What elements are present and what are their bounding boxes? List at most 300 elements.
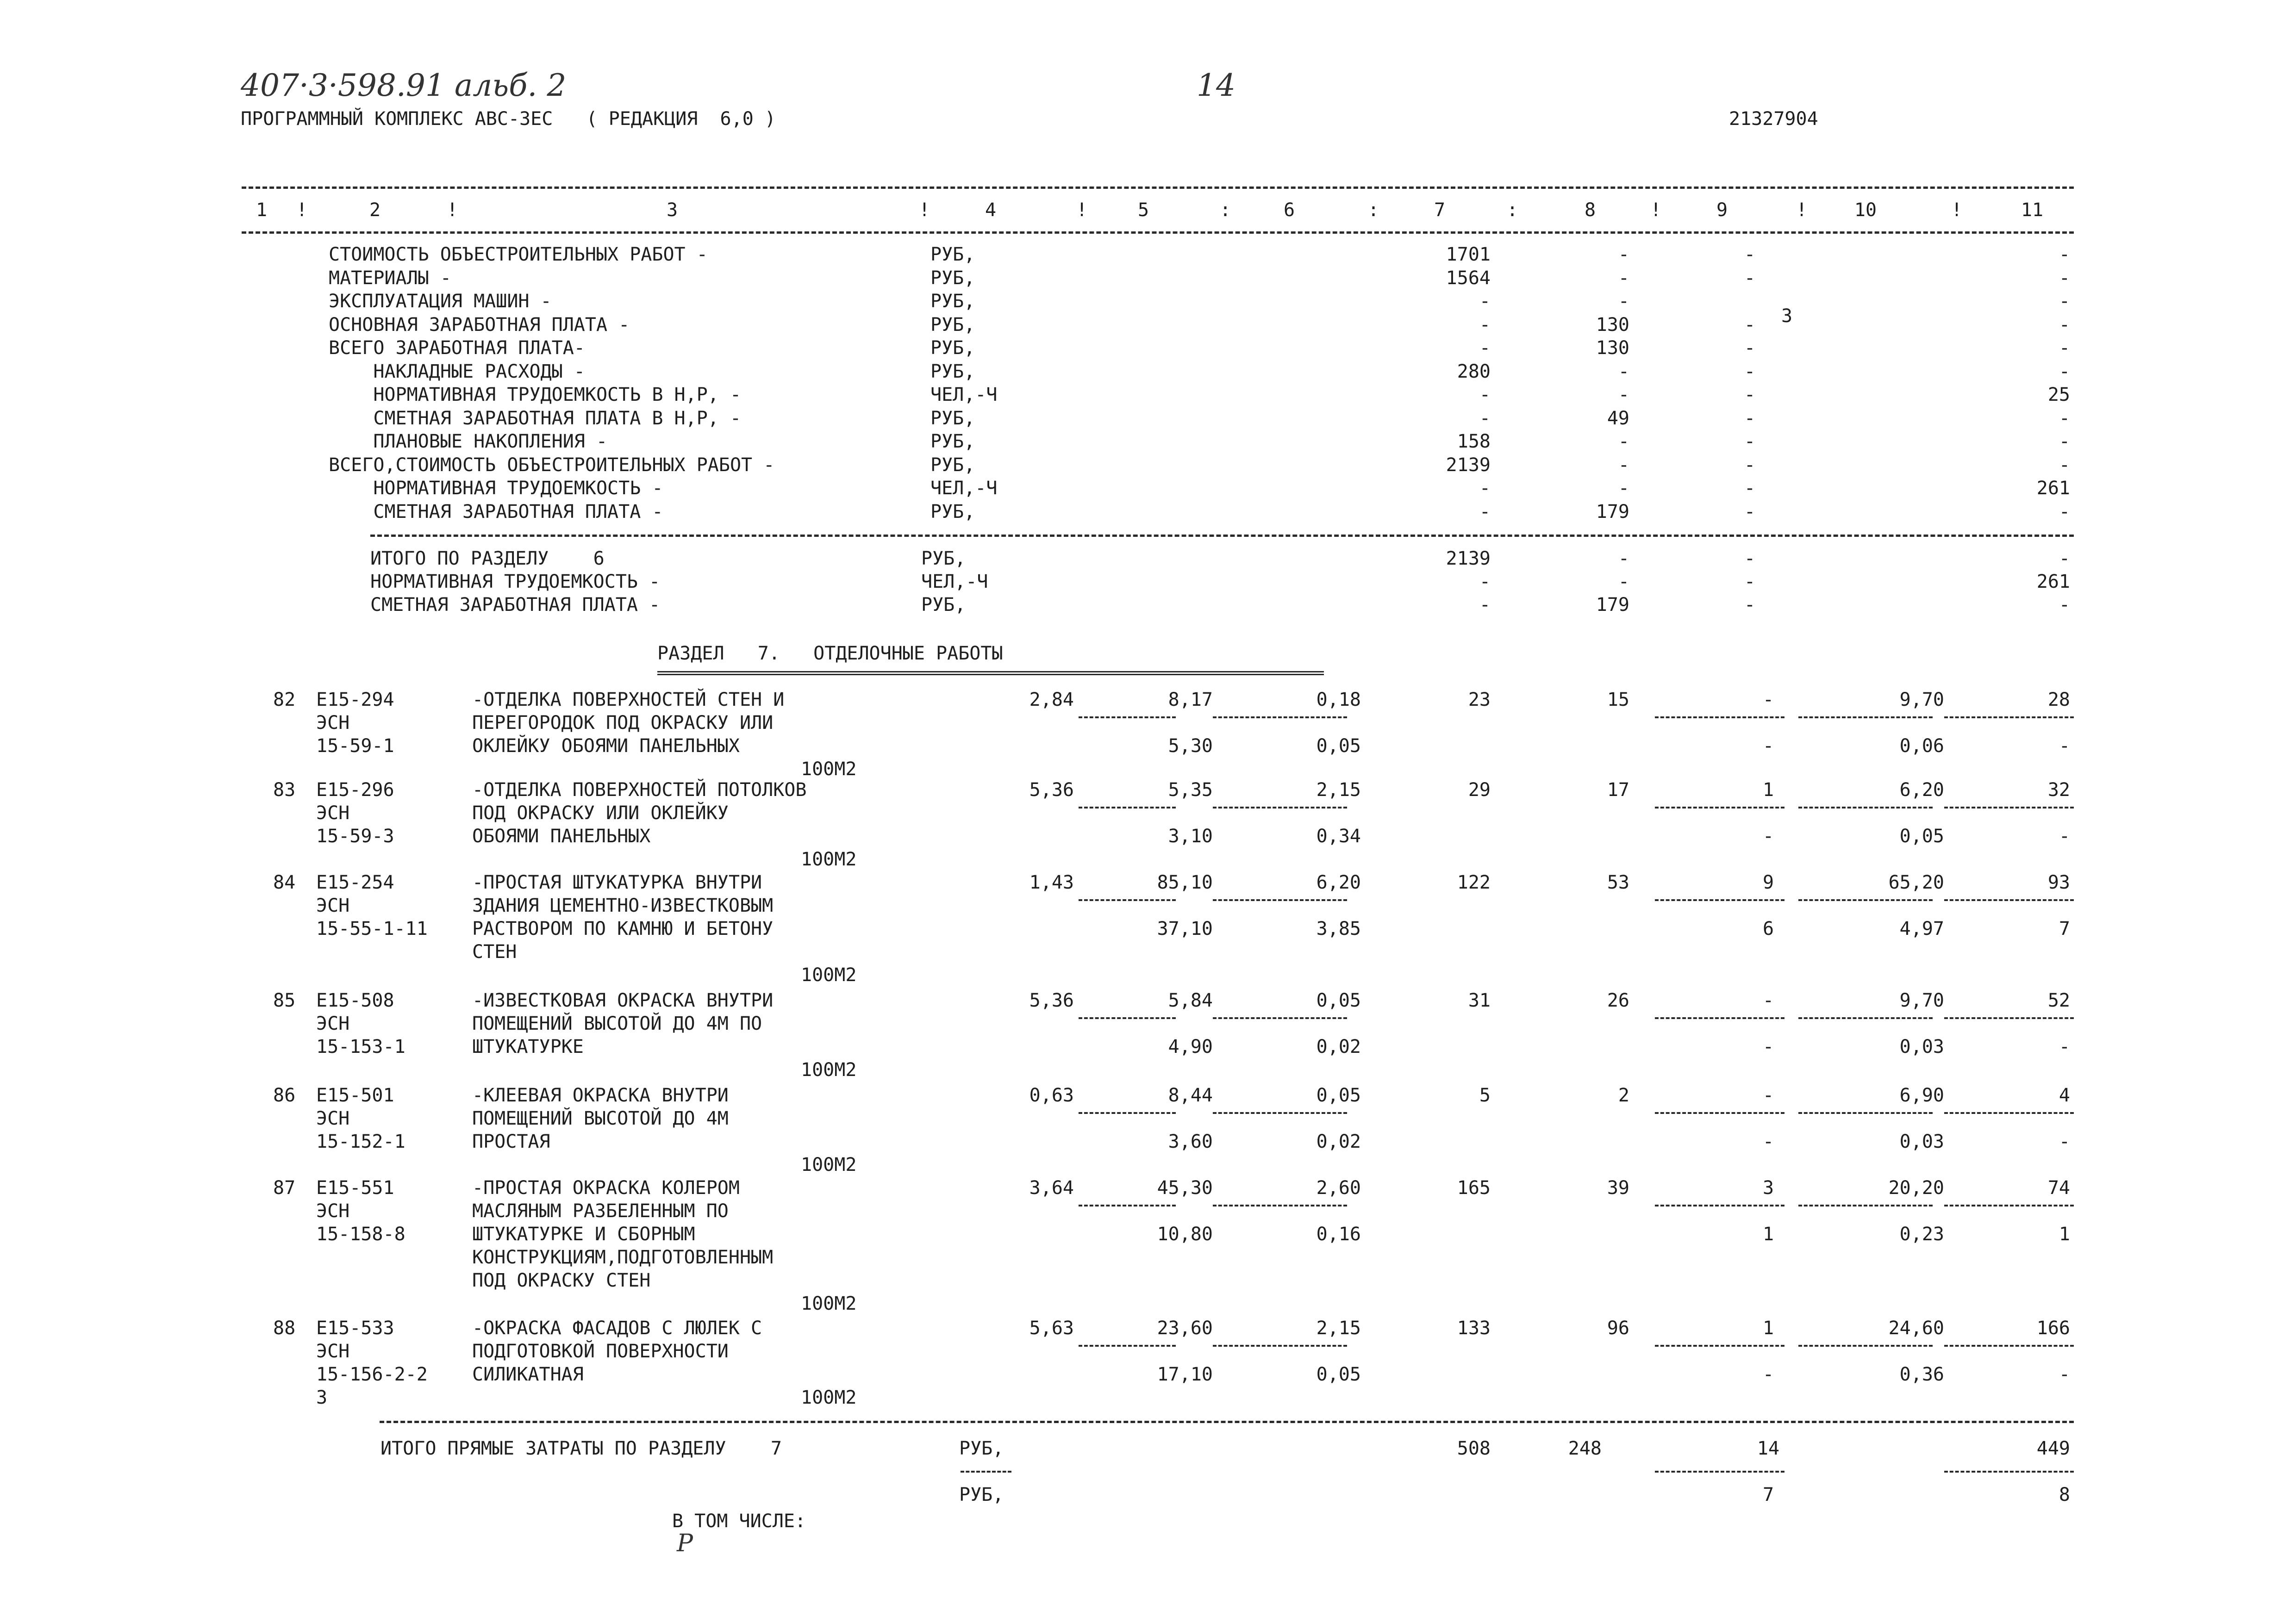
item-c11: 166	[2036, 1318, 2070, 1339]
item-divider	[1798, 716, 1933, 718]
item-description: ПОД ОКРАСКУ СТЕН	[472, 1270, 651, 1291]
item-c11: 4	[2059, 1085, 2070, 1106]
item-c6-wage: 0,34	[1316, 826, 1361, 847]
item-code: Е15-501	[316, 1085, 394, 1106]
handwritten-mark: Р	[677, 1530, 693, 1557]
summary-c7: -	[1479, 384, 1491, 405]
summary-c11: -	[2059, 244, 2070, 265]
document-number: 21327904	[1729, 108, 1818, 130]
summary-c11: -	[2059, 337, 2070, 359]
summary-label: ПЛАНОВЫЕ НАКОПЛЕНИЯ -	[329, 431, 608, 452]
summary-c9: -	[1744, 384, 1756, 405]
summary-c8: -	[1618, 431, 1629, 452]
item-c11-wage: -	[2059, 826, 2070, 847]
item-code: 15-153-1	[316, 1036, 406, 1057]
item-code: 15-152-1	[316, 1131, 406, 1152]
section-7-underline	[657, 671, 1324, 675]
item-quantity: 1,43	[1029, 872, 1074, 893]
footer-top-rule	[380, 1421, 2074, 1423]
item-code: ЭСН	[316, 712, 350, 734]
item-c9: 9	[1762, 872, 1774, 893]
item-divider	[1798, 1017, 1933, 1019]
page-number: 14	[1197, 68, 1235, 103]
item-quantity: 5,36	[1029, 779, 1074, 801]
item-c10: 9,70	[1899, 689, 1944, 710]
total-c8: -	[1618, 548, 1629, 569]
summary-c11: 25	[2047, 384, 2070, 405]
summary-c11: 261	[2036, 478, 2070, 499]
item-description: ПРОСТАЯ	[472, 1131, 550, 1152]
summary-c8: -	[1618, 244, 1629, 265]
item-c6-total: 0,05	[1316, 990, 1361, 1011]
item-description: РАСТВОРОМ ПО КАМНЮ И БЕТОНУ	[472, 918, 774, 939]
item-c9: -	[1762, 990, 1774, 1011]
summary-unit: ЧЕЛ,-Ч	[930, 384, 998, 405]
summary-c8: -	[1618, 384, 1629, 405]
item-c6-wage: 0,16	[1316, 1224, 1361, 1245]
item-unit: 100М2	[801, 849, 857, 870]
item-unit: 100М2	[801, 964, 857, 986]
item-c5-total: 8,17	[1168, 689, 1213, 710]
item-number: 85	[273, 990, 296, 1011]
item-c9-wage: 1	[1762, 1224, 1774, 1245]
item-c11-wage: 7	[2059, 918, 2070, 939]
summary-label: НАКЛАДНЫЕ РАСХОДЫ -	[329, 361, 585, 382]
item-divider	[1944, 1345, 2074, 1347]
summary-c9: -	[1744, 267, 1756, 289]
item-c11: 28	[2047, 689, 2070, 710]
item-description: -ОКРАСКА ФАСАДОВ С ЛЮЛЕК С	[472, 1318, 762, 1339]
summary-c11: -	[2059, 431, 2070, 452]
sub-c11: 8	[2059, 1484, 2070, 1505]
item-quantity: 2,84	[1029, 689, 1074, 710]
item-c5-wage: 10,80	[1157, 1224, 1213, 1245]
summary-c11: -	[2059, 501, 2070, 522]
summary-c8: 49	[1607, 408, 1629, 429]
summary-c8: 130	[1596, 314, 1629, 336]
column-number-2: 2	[369, 199, 381, 221]
summary-c11: -	[2059, 314, 2070, 336]
item-number: 83	[273, 779, 296, 801]
summary-c7: 1701	[1446, 244, 1491, 265]
item-c10: 6,90	[1899, 1085, 1944, 1106]
unit-underline	[961, 1471, 1011, 1473]
item-divider	[1944, 807, 2074, 808]
item-c10-wage: 0,06	[1899, 735, 1944, 757]
item-c11: 74	[2047, 1177, 2070, 1199]
item-c10: 65,20	[1888, 872, 1944, 893]
item-c5-total: 5,84	[1168, 990, 1213, 1011]
item-divider	[1213, 716, 1347, 718]
item-divider	[1944, 1205, 2074, 1206]
item-code: Е15-508	[316, 990, 394, 1011]
item-c9-wage: -	[1762, 1036, 1774, 1057]
column-separator: !	[296, 199, 308, 221]
item-unit: 100М2	[801, 1293, 857, 1314]
summary-c7: 2139	[1446, 454, 1491, 476]
item-divider	[1798, 807, 1933, 808]
item-divider	[1798, 899, 1933, 901]
column-number-11: 11	[2021, 199, 2044, 221]
item-description: ПОМЕЩЕНИЙ ВЫСОТОЙ ДО 4М	[472, 1108, 729, 1129]
item-code: ЭСН	[316, 1200, 350, 1222]
total-c11: 449	[2036, 1438, 2070, 1459]
total-c9: -	[1744, 571, 1756, 592]
summary-c9: -	[1744, 337, 1756, 359]
summary-unit: ЧЕЛ,-Ч	[930, 478, 998, 499]
item-c5-wage: 17,10	[1157, 1364, 1213, 1385]
item-divider	[1213, 1205, 1347, 1206]
sub-c9: 7	[1762, 1484, 1774, 1505]
total-c9: 14	[1757, 1438, 1780, 1459]
item-c8: 39	[1607, 1177, 1629, 1199]
item-number: 88	[273, 1318, 296, 1339]
summary-c9: -	[1744, 408, 1756, 429]
item-description: -ОТДЕЛКА ПОВЕРХНОСТЕЙ СТЕН И	[472, 689, 785, 710]
item-divider	[1655, 899, 1784, 901]
item-number: 86	[273, 1085, 296, 1106]
item-unit: 100М2	[801, 1154, 857, 1175]
section-6-rule	[370, 535, 2074, 537]
item-code: ЭСН	[316, 1013, 350, 1034]
summary-c11: -	[2059, 291, 2070, 312]
item-c9: 1	[1762, 1318, 1774, 1339]
item-code: Е15-551	[316, 1177, 394, 1199]
item-divider	[1655, 716, 1784, 718]
column-number-1: 1	[256, 199, 268, 221]
item-c11: 52	[2047, 990, 2070, 1011]
item-divider	[1079, 1205, 1176, 1206]
item-c11-wage: -	[2059, 1131, 2070, 1152]
item-c10: 6,20	[1899, 779, 1944, 801]
column-number-7: 7	[1434, 199, 1446, 221]
handwritten-code: 407·3·598.91 альб. 2	[241, 68, 567, 103]
item-divider	[1079, 1017, 1176, 1019]
summary-c7: -	[1479, 478, 1491, 499]
total-c7: 508	[1457, 1438, 1491, 1459]
item-c11-wage: -	[2059, 735, 2070, 757]
total-c8: 179	[1596, 594, 1629, 616]
item-description: ОБОЯМИ ПАНЕЛЬНЫХ	[472, 826, 651, 847]
item-c10-wage: 0,23	[1899, 1224, 1944, 1245]
summary-c8: -	[1618, 361, 1629, 382]
summary-label: ВСЕГО ЗАРАБОТНАЯ ПЛАТА-	[329, 337, 585, 359]
total-unit: ЧЕЛ,-Ч	[921, 571, 988, 592]
item-c8: 96	[1607, 1318, 1629, 1339]
item-divider	[1213, 1017, 1347, 1019]
summary-label: МАТЕРИАЛЫ -	[329, 267, 451, 289]
item-divider	[1655, 1017, 1784, 1019]
summary-c7: -	[1479, 314, 1491, 336]
total-c8: 248	[1568, 1438, 1602, 1459]
item-description: -ПРОСТАЯ ОКРАСКА КОЛЕРОМ	[472, 1177, 740, 1199]
column-separator: !	[447, 199, 458, 221]
item-c7: 165	[1457, 1177, 1491, 1199]
item-c6-total: 2,60	[1316, 1177, 1361, 1199]
item-c8: 53	[1607, 872, 1629, 893]
item-quantity: 3,64	[1029, 1177, 1074, 1199]
total-c8: -	[1618, 571, 1629, 592]
item-divider	[1079, 716, 1176, 718]
summary-c7: 1564	[1446, 267, 1491, 289]
total-c7: -	[1479, 594, 1491, 616]
item-c10-wage: 0,03	[1899, 1131, 1944, 1152]
including-label: В ТОМ ЧИСЛЕ:	[672, 1511, 806, 1532]
total-label: НОРМАТИВНАЯ ТРУДОЕМКОСТЬ -	[370, 571, 661, 592]
summary-c8: 179	[1596, 501, 1629, 522]
summary-unit: РУБ,	[930, 314, 975, 336]
item-c8: 15	[1607, 689, 1629, 710]
summary-c7: 280	[1457, 361, 1491, 382]
item-description: ШТУКАТУРКЕ	[472, 1036, 584, 1057]
item-number: 82	[273, 689, 296, 710]
summary-label: ОСНОВНАЯ ЗАРАБОТНАЯ ПЛАТА -	[329, 314, 630, 336]
summary-c8: -	[1618, 478, 1629, 499]
sub-unit: РУБ,	[959, 1484, 1004, 1505]
summary-c10: 3	[1781, 305, 1793, 327]
summary-c7: -	[1479, 408, 1491, 429]
item-c10: 24,60	[1888, 1318, 1944, 1339]
column-separator: !	[919, 199, 930, 221]
item-c6-total: 0,18	[1316, 689, 1361, 710]
column-number-3: 3	[666, 199, 678, 221]
item-code: 15-55-1-11	[316, 918, 428, 939]
summary-c9: -	[1744, 501, 1756, 522]
summary-unit: РУБ,	[930, 454, 975, 476]
item-code: Е15-533	[316, 1318, 394, 1339]
item-divider	[1655, 1112, 1784, 1114]
summary-label: СМЕТНАЯ ЗАРАБОТНАЯ ПЛАТА -	[329, 501, 663, 522]
item-divider	[1079, 899, 1176, 901]
item-description: ШТУКАТУРКЕ И СБОРНЫМ	[472, 1224, 695, 1245]
item-c6-wage: 0,02	[1316, 1131, 1361, 1152]
column-number-9: 9	[1716, 199, 1728, 221]
column-separator: :	[1507, 199, 1518, 221]
item-c11: 93	[2047, 872, 2070, 893]
item-c5-wage: 3,60	[1168, 1131, 1213, 1152]
item-divider	[1213, 899, 1347, 901]
summary-c9: -	[1744, 314, 1756, 336]
item-code: ЭСН	[316, 802, 350, 824]
item-c5-total: 23,60	[1157, 1318, 1213, 1339]
total-c11: -	[2059, 594, 2070, 616]
column-separator: :	[1220, 199, 1231, 221]
summary-c8: -	[1618, 454, 1629, 476]
item-c6-wage: 0,05	[1316, 735, 1361, 757]
item-description: СИЛИКАТНАЯ	[472, 1364, 584, 1385]
item-description: КОНСТРУКЦИЯМ,ПОДГОТОВЛЕННЫМ	[472, 1247, 774, 1268]
item-c7: 23	[1468, 689, 1491, 710]
item-c9-wage: -	[1762, 826, 1774, 847]
total-c9: -	[1744, 594, 1756, 616]
item-c10-wage: 4,97	[1899, 918, 1944, 939]
item-c6-total: 2,15	[1316, 779, 1361, 801]
summary-c9: -	[1744, 361, 1756, 382]
item-c5-wage: 4,90	[1168, 1036, 1213, 1057]
summary-c11: -	[2059, 267, 2070, 289]
item-quantity: 5,63	[1029, 1318, 1074, 1339]
item-c9-wage: -	[1762, 1131, 1774, 1152]
summary-c11: -	[2059, 408, 2070, 429]
column-separator: !	[1650, 199, 1662, 221]
column-number-6: 6	[1283, 199, 1295, 221]
summary-label: ВСЕГО,СТОИМОСТЬ ОБЪЕСТРОИТЕЛЬНЫХ РАБОТ -	[329, 454, 775, 476]
summary-unit: РУБ,	[930, 291, 975, 312]
column-separator: !	[1796, 199, 1808, 221]
total-label: СМЕТНАЯ ЗАРАБОТНАЯ ПЛАТА -	[370, 594, 661, 616]
item-c8: 26	[1607, 990, 1629, 1011]
item-code: ЭСН	[316, 1341, 350, 1362]
item-c5-total: 5,35	[1168, 779, 1213, 801]
item-c7: 122	[1457, 872, 1491, 893]
item-number: 87	[273, 1177, 296, 1199]
summary-c7: -	[1479, 291, 1491, 312]
summary-c11: -	[2059, 361, 2070, 382]
item-code: 15-158-8	[316, 1224, 406, 1245]
summary-c7: -	[1479, 501, 1491, 522]
item-description: СТЕН	[472, 941, 517, 963]
item-divider	[1655, 807, 1784, 808]
summary-c11: -	[2059, 454, 2070, 476]
total-label: ИТОГО ПО РАЗДЕЛУ 6	[370, 548, 605, 569]
item-divider	[1944, 716, 2074, 718]
item-c7: 29	[1468, 779, 1491, 801]
item-description: -ИЗВЕСТКОВАЯ ОКРАСКА ВНУТРИ	[472, 990, 774, 1011]
summary-unit: РУБ,	[930, 408, 975, 429]
item-c10: 20,20	[1888, 1177, 1944, 1199]
item-description: МАСЛЯНЫМ РАЗБЕЛЕННЫМ ПО	[472, 1200, 729, 1222]
item-divider	[1213, 807, 1347, 808]
item-c5-wage: 3,10	[1168, 826, 1213, 847]
item-divider	[1079, 807, 1176, 808]
column-separator: !	[1076, 199, 1088, 221]
total-c7: -	[1479, 571, 1491, 592]
item-c10-wage: 0,03	[1899, 1036, 1944, 1057]
item-c9: 3	[1762, 1177, 1774, 1199]
item-divider	[1798, 1205, 1933, 1206]
item-c9-wage: 6	[1762, 918, 1774, 939]
item-c7: 5	[1479, 1085, 1491, 1106]
item-c8: 17	[1607, 779, 1629, 801]
summary-label: НОРМАТИВНАЯ ТРУДОЕМКОСТЬ В Н,Р, -	[329, 384, 742, 405]
summary-c9: -	[1744, 478, 1756, 499]
item-unit: 100М2	[801, 1387, 857, 1408]
item-quantity: 0,63	[1029, 1085, 1074, 1106]
summary-label: НОРМАТИВНАЯ ТРУДОЕМКОСТЬ -	[329, 478, 663, 499]
summary-c9: -	[1744, 244, 1756, 265]
item-c11-wage: 1	[2059, 1224, 2070, 1245]
total-unit: РУБ,	[959, 1438, 1004, 1459]
item-divider	[1079, 1345, 1176, 1347]
item-c6-total: 6,20	[1316, 872, 1361, 893]
item-c5-total: 8,44	[1168, 1085, 1213, 1106]
item-number: 84	[273, 872, 296, 893]
item-description: ПОДГОТОВКОЙ ПОВЕРХНОСТИ	[472, 1341, 729, 1362]
item-divider	[1798, 1345, 1933, 1347]
item-code: 15-59-1	[316, 735, 394, 757]
item-divider	[1655, 1205, 1784, 1206]
summary-label: СМЕТНАЯ ЗАРАБОТНАЯ ПЛАТА В Н,Р, -	[329, 408, 742, 429]
c9-underline	[1655, 1471, 1784, 1473]
summary-label: СТОИМОСТЬ ОБЪЕСТРОИТЕЛЬНЫХ РАБОТ -	[329, 244, 708, 265]
item-code: Е15-294	[316, 689, 394, 710]
summary-c7: 158	[1457, 431, 1491, 452]
item-c9: -	[1762, 1085, 1774, 1106]
column-number-10: 10	[1854, 199, 1877, 221]
item-c6-wage: 3,85	[1316, 918, 1361, 939]
item-code: Е15-296	[316, 779, 394, 801]
item-divider	[1798, 1112, 1933, 1114]
item-code: ЭСН	[316, 1108, 350, 1129]
total-unit: РУБ,	[921, 594, 966, 616]
total-c11: 261	[2036, 571, 2070, 592]
item-c5-wage: 37,10	[1157, 918, 1213, 939]
item-divider	[1944, 1017, 2074, 1019]
summary-c8: -	[1618, 267, 1629, 289]
item-divider	[1079, 1112, 1176, 1114]
item-c6-total: 2,15	[1316, 1318, 1361, 1339]
item-code: 15-156-2-2	[316, 1364, 428, 1385]
item-divider	[1944, 899, 2074, 901]
summary-c7: -	[1479, 337, 1491, 359]
summary-unit: РУБ,	[930, 501, 975, 522]
item-description: ОКЛЕЙКУ ОБОЯМИ ПАНЕЛЬНЫХ	[472, 735, 740, 757]
item-c9-wage: -	[1762, 735, 1774, 757]
item-c9-wage: -	[1762, 1364, 1774, 1385]
item-description: -КЛЕЕВАЯ ОКРАСКА ВНУТРИ	[472, 1085, 729, 1106]
item-c5-wage: 5,30	[1168, 735, 1213, 757]
summary-unit: РУБ,	[930, 431, 975, 452]
item-c7: 133	[1457, 1318, 1491, 1339]
item-divider	[1213, 1345, 1347, 1347]
item-code: Е15-254	[316, 872, 394, 893]
column-number-4: 4	[985, 199, 997, 221]
item-c9: 1	[1762, 779, 1774, 801]
item-c7: 31	[1468, 990, 1491, 1011]
item-description: ПОМЕЩЕНИЙ ВЫСОТОЙ ДО 4М ПО	[472, 1013, 762, 1034]
header-bottom-rule	[242, 231, 2074, 234]
item-unit: 100М2	[801, 759, 857, 780]
item-quantity: 5,36	[1029, 990, 1074, 1011]
item-c10: 9,70	[1899, 990, 1944, 1011]
column-number-8: 8	[1584, 199, 1596, 221]
item-c10-wage: 0,36	[1899, 1364, 1944, 1385]
item-unit: 100М2	[801, 1059, 857, 1081]
column-separator: :	[1368, 199, 1379, 221]
item-c9: -	[1762, 689, 1774, 710]
item-c11-wage: -	[2059, 1364, 2070, 1385]
summary-unit: РУБ,	[930, 361, 975, 382]
item-c11: 32	[2047, 779, 2070, 801]
section-7-total-label: ИТОГО ПРЯМЫЕ ЗАТРАТЫ ПО РАЗДЕЛУ 7	[381, 1438, 782, 1459]
item-description: ПОД ОКРАСКУ ИЛИ ОКЛЕЙКУ	[472, 802, 729, 824]
total-c11: -	[2059, 548, 2070, 569]
item-description: ПЕРЕГОРОДОК ПОД ОКРАСКУ ИЛИ	[472, 712, 774, 734]
summary-c8: -	[1618, 291, 1629, 312]
item-code: 15-59-3	[316, 826, 394, 847]
summary-c8: 130	[1596, 337, 1629, 359]
total-c9: -	[1744, 548, 1756, 569]
header-top-rule	[242, 187, 2074, 189]
item-c5-total: 45,30	[1157, 1177, 1213, 1199]
item-c10-wage: 0,05	[1899, 826, 1944, 847]
item-c6-total: 0,05	[1316, 1085, 1361, 1106]
item-description: ЗДАНИЯ ЦЕМЕНТНО-ИЗВЕСТКОВЫМ	[472, 895, 774, 916]
summary-unit: РУБ,	[930, 337, 975, 359]
item-c5-total: 85,10	[1157, 872, 1213, 893]
item-description: -ПРОСТАЯ ШТУКАТУРКА ВНУТРИ	[472, 872, 762, 893]
summary-unit: РУБ,	[930, 244, 975, 265]
